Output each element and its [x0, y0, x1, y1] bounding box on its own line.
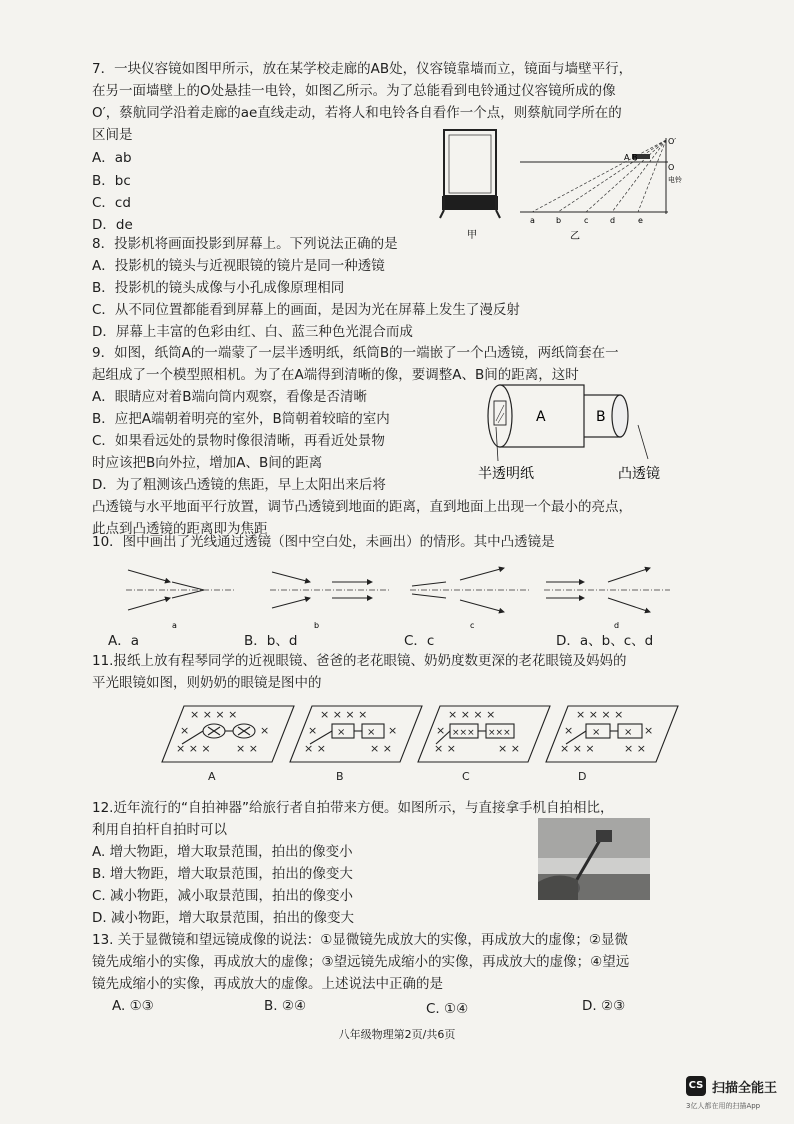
q13-line-1: 13. 关于显微镜和望远镜成像的说法：①显微镜先成放大的实像，再成放大的虚像；②显微	[92, 932, 628, 948]
q11-figure-a	[162, 706, 294, 783]
q7-option-b: B．bc	[92, 173, 131, 189]
svg-text:×: ×	[436, 724, 446, 737]
q7-option-a: A．ab	[92, 150, 132, 166]
q12-option-b: B. 增大物距，增大取景范围，拍出的像变大	[92, 866, 353, 882]
q11-figure-c	[418, 706, 550, 783]
q9-option-c-line-1: C．如果看远处的景物时像很清晰，再看近处景物	[92, 433, 385, 449]
q12-option-a: A. 增大物距，增大取景范围，拍出的像变小	[92, 844, 353, 860]
svg-text:× ×: × ×	[370, 742, 392, 755]
svg-text:×: ×	[388, 724, 398, 737]
q11-figures	[160, 700, 680, 786]
svg-text:× ×: × ×	[304, 742, 326, 755]
q13-line-3: 镜先成缩小的实像，再成放大的虚像。上述说法中正确的是	[92, 976, 443, 992]
q11-line-2: 平光眼镜如图，则奶奶的眼镜是图中的	[92, 675, 322, 691]
q7-line-4: 区间是	[92, 127, 133, 143]
q7-option-d: D．de	[92, 217, 133, 233]
scanner-logo-icon: CS	[686, 1076, 706, 1096]
q10-figures	[100, 556, 680, 630]
q10-figure-d	[544, 568, 670, 630]
q10-figure-a	[126, 570, 234, 630]
q11-figure-d	[546, 706, 678, 783]
svg-text:×: ×	[260, 724, 270, 737]
svg-text:× × ×: × × ×	[176, 742, 211, 755]
svg-text:×: ×	[180, 724, 190, 737]
svg-text:× × ×: × × ×	[560, 742, 595, 755]
svg-text:×: ×	[592, 727, 601, 738]
scanner-app-name: 扫描全能王	[712, 1081, 778, 1096]
q10-option-b: B．b、d	[244, 633, 298, 649]
svg-text:× ×: × ×	[236, 742, 258, 755]
q11-label-c: C	[462, 770, 470, 783]
q9-figure-camera	[478, 383, 678, 493]
q13-option-b: B. ②④	[264, 998, 307, 1014]
q7-fig-point-a: a	[530, 216, 535, 225]
q9-line-2: 起组成了一个模型照相机。为了在A端得到清晰的像，要调整A、B间的距离，这时	[92, 367, 579, 383]
q11-label-b: B	[336, 770, 344, 783]
q13-option-a: A. ①③	[112, 998, 154, 1014]
svg-text:× ×: × ×	[498, 742, 520, 755]
q11-label-a: A	[208, 770, 216, 783]
svg-text:×: ×	[564, 724, 574, 737]
q8-option-b: B．投影机的镜头成像与小孔成像原理相同	[92, 280, 345, 296]
q10-label-c: c	[470, 621, 475, 630]
q12-option-c: C. 减小物距，减小取景范围，拍出的像变小	[92, 888, 354, 904]
svg-text:×××: ×××	[452, 728, 475, 738]
svg-text:× ×: × ×	[624, 742, 646, 755]
q7-fig-jia-label: 甲	[467, 230, 477, 240]
scanner-slogan: 3亿人都在用的扫描App	[686, 1102, 761, 1110]
q10-figure-c	[410, 568, 530, 630]
q10-label-b: b	[314, 621, 320, 630]
q10-label-d: d	[614, 621, 620, 630]
svg-text:×: ×	[644, 724, 654, 737]
q13-option-c: C. ①④	[426, 1001, 469, 1017]
svg-text:×: ×	[308, 724, 318, 737]
q12-line-1: 12.近年流行的“自拍神器”给旅行者自拍带来方便。如图所示，与直接拿手机自拍相比，	[92, 800, 614, 816]
svg-text:×: ×	[624, 727, 633, 738]
q8-option-a: A．投影机的镜头与近视眼镜的镜片是同一种透镜	[92, 258, 385, 274]
svg-text:× ×: × ×	[434, 742, 456, 755]
svg-text:× × × ×: × × × ×	[320, 708, 368, 721]
q7-fig-yi-label: 乙	[570, 231, 580, 242]
q9-option-c-line-2: 时应该把B向外拉，增加A、B间的距离	[92, 455, 323, 471]
q7-fig-label-o-prime: O′	[668, 137, 677, 146]
q7-fig-point-c: c	[584, 216, 589, 225]
q9-fig-label-lens: 凸透镜	[618, 466, 660, 482]
q9-option-d-line-2: 凸透镜与水平地面平行放置，调节凸透镜到地面的距离，直到地面上出现一个最小的亮点，	[92, 499, 632, 515]
q9-fig-label-b: B	[596, 409, 606, 425]
q10-stem: 10．图中画出了光线通过透镜（图中空白处，未画出）的情形。其中凸透镜是	[92, 534, 555, 550]
q10-figure-b	[270, 572, 390, 630]
svg-text:× × × ×: × × × ×	[190, 708, 238, 721]
q10-option-d: D．a、b、c、d	[556, 633, 654, 649]
q9-option-a: A．眼睛应对着B端向筒内观察，看像是否清晰	[92, 389, 367, 405]
q8-option-d: D．屏幕上丰富的色彩由红、白、蓝三种色光混合而成	[92, 324, 413, 340]
q9-option-d-line-1: D．为了粗测该凸透镜的焦距，早上太阳出来后将	[92, 477, 386, 493]
q7-fig-point-e: e	[638, 216, 643, 225]
q7-line-2: 在另一面墙壁上的O处悬挂一电铃，如图乙所示。为了总能看到电铃通过仪容镜所成的像	[92, 83, 616, 99]
q7-option-c: C．cd	[92, 195, 131, 211]
q10-label-a: a	[172, 621, 177, 630]
q9-fig-label-a: A	[536, 409, 546, 425]
q10-option-a: A．a	[108, 633, 140, 649]
q7-fig-label-ab: A B	[624, 153, 638, 162]
q13-line-2: 镜先成缩小的实像，再成放大的虚像；③望远镜先成缩小的实像，再成放大的虚像；④望远	[92, 954, 630, 970]
q7-figure-mirror	[436, 128, 506, 240]
q8-option-c: C．从不同位置都能看到屏幕上的画面，是因为光在屏幕上发生了漫反射	[92, 302, 520, 318]
q8-stem: 8．投影机将画面投影到屏幕上。下列说法正确的是	[92, 236, 398, 252]
q9-option-d-line-3: 此点到凸透镜的距离即为焦距	[92, 521, 268, 537]
q9-fig-label-paper: 半透明纸	[478, 466, 534, 482]
q7-line-3: O′，蔡航同学沿着走廊的ae直线走动，若将人和电铃各自看作一个点，则蔡航同学所在的	[92, 105, 622, 121]
q12-figure-selfie-photo	[538, 818, 650, 900]
svg-text:× × × ×: × × × ×	[576, 708, 624, 721]
q12-line-2: 利用自拍杆自拍时可以	[92, 822, 227, 838]
q7-fig-label-o: O	[668, 163, 675, 172]
q11-figure-b	[290, 706, 422, 783]
svg-text:× × × ×: × × × ×	[448, 708, 496, 721]
q7-figure-reflection	[518, 132, 690, 242]
svg-text:×: ×	[367, 727, 376, 738]
q12-option-d: D. 减小物距，增大取景范围，拍出的像变大	[92, 910, 354, 926]
q9-line-1: 9．如图，纸筒A的一端蒙了一层半透明纸，纸筒B的一端嵌了一个凸透镜，两纸筒套在一	[92, 345, 619, 361]
q11-line-1: 11.报纸上放有程琴同学的近视眼镜、爸爸的老花眼镜、奶奶度数更深的老花眼镜及妈妈的	[92, 653, 627, 669]
q10-option-c: C．c	[404, 633, 435, 649]
q11-label-d: D	[578, 770, 587, 783]
q7-fig-point-b: b	[556, 216, 562, 225]
svg-text:×××: ×××	[488, 728, 511, 738]
q7-fig-point-d: d	[610, 216, 616, 225]
q7-line-1: 7．一块仪容镜如图甲所示，放在某学校走廊的AB处，仪容镜靠墙而立，镜面与墙壁平行，	[92, 61, 633, 77]
page-footer: 八年级物理第2页/共6页	[338, 1028, 456, 1041]
q13-option-d: D. ②③	[582, 998, 626, 1014]
q9-option-b: B．应把A端朝着明亮的室外，B筒朝着较暗的室内	[92, 411, 390, 427]
svg-text:×: ×	[337, 727, 346, 738]
q7-fig-label-bell: 电铃	[668, 176, 682, 184]
